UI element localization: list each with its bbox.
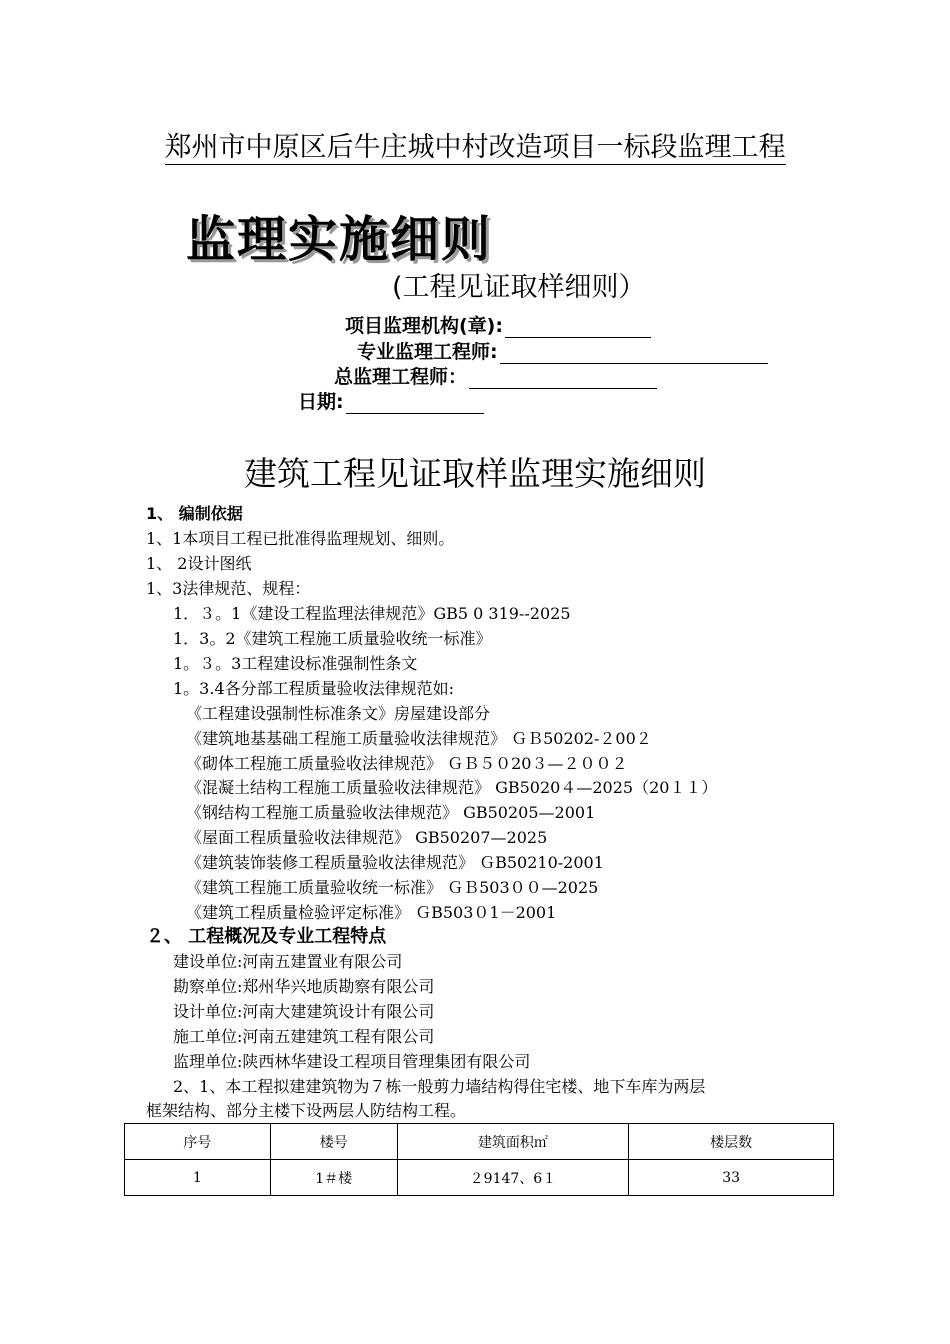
main-title: 监理实施细则 — [186, 211, 493, 268]
engineer-blank — [500, 345, 768, 364]
section1-item: 1、1本项目工程已批准得监理规划、细则。 — [146, 529, 455, 548]
date-label: 日期: — [298, 391, 344, 413]
overview-paragraph-line1: 2、1、本工程拟建建筑物为７栋一般剪力墙结构得住宅楼、地下车库为两层 — [173, 1077, 706, 1096]
engineer-label: 专业监理工程师: — [357, 341, 498, 363]
standard-item: 《混凝土结构工程施工质量验收法律规范》 GB5020４—2025（20１１） — [186, 778, 718, 797]
standard-item: 《屋面工程质量验收法律规范》 GB50207—2025 — [186, 828, 548, 847]
section1-item: 1、3法律规范、规程： — [146, 579, 311, 598]
org-label: 项目监理机构(章): — [345, 315, 503, 337]
section2-heading: ２、 工程概况及专业工程特点 — [146, 926, 387, 947]
date-blank — [346, 395, 484, 414]
section1-item: 1、 2设计图纸 — [146, 554, 252, 573]
chief-blank — [469, 370, 657, 389]
org-blank — [505, 319, 651, 338]
section1-subitem: 1．3。2《建筑工程施工质量验收统一标准》 — [173, 629, 492, 648]
org-signature-line — [345, 314, 651, 338]
standard-item: 《钢结构工程施工质量验收法律规范》 GB50205—2001 — [186, 803, 596, 822]
standard-item: 《工程建设强制性标准条文》房屋建设部分 — [186, 704, 491, 723]
table-cell: 1＃楼 — [270, 1160, 397, 1196]
table-cell: 33 — [629, 1160, 834, 1196]
table-header-cell: 建筑面积㎡ — [397, 1124, 629, 1160]
standard-item: 《建筑工程质量检验评定标准》 ＧB503０1－2001 — [186, 903, 557, 922]
project-title: 郑州市中原区后牛庄城中村改造项目一标段监理工程 — [164, 132, 786, 163]
table-cell: 1 — [125, 1160, 271, 1196]
standard-item: 《建筑工程施工质量验收统一标准》 ＧＢ503００—2025 — [186, 878, 599, 897]
chief-label: 总监理工程师： — [334, 366, 468, 388]
unit-line: 建设单位:河南五建置业有限公司 — [173, 952, 403, 971]
overview-paragraph-line2: 框架结构、部分主楼下设两层人防结构工程。 — [146, 1101, 467, 1120]
section1-subitem: 1。3.4各分部工程质量验收法律规范如: — [173, 679, 455, 698]
table-header-cell: 楼层数 — [629, 1124, 834, 1160]
table-header-cell: 楼号 — [270, 1124, 397, 1160]
section1-subitem: 1。３。3工程建设标准强制性条文 — [173, 654, 418, 673]
sub-title: (工程见证取样细则） — [392, 272, 646, 303]
table-cell: ２9147、6１ — [397, 1160, 629, 1196]
standard-item: 《建筑地基基础工程施工质量验收法律规范》 ＧＢ50202-２00２ — [186, 729, 652, 748]
table-header-row — [125, 1124, 834, 1160]
document-title: 建筑工程见证取样监理实施细则 — [244, 454, 706, 493]
section1-heading: 1、 编制依据 — [146, 504, 243, 523]
date-signature-line — [298, 390, 484, 414]
table-header-cell: 序号 — [125, 1124, 271, 1160]
unit-line: 勘察单位:郑州华兴地质勘察有限公司 — [173, 977, 435, 996]
unit-line: 施工单位:河南五建建筑工程有限公司 — [173, 1027, 435, 1046]
unit-line: 设计单位:河南大建建筑设计有限公司 — [173, 1002, 435, 1021]
section1-subitem: 1．３。1《建设工程监理法律规范》GB5 0 319--2025 — [173, 604, 571, 623]
chief-signature-line — [334, 365, 657, 389]
engineer-signature-line — [357, 340, 768, 364]
standard-item: 《砌体工程施工质量验收法律规范》 ＧＢ５０20３—２００２ — [186, 754, 628, 773]
table-row — [125, 1160, 834, 1196]
standard-item: 《建筑装饰装修工程质量验收法律规范》 ＧB50210-2001 — [186, 853, 604, 872]
unit-line: 监理单位:陕西林华建设工程项目管理集团有限公司 — [173, 1052, 531, 1071]
building-table — [124, 1123, 834, 1196]
